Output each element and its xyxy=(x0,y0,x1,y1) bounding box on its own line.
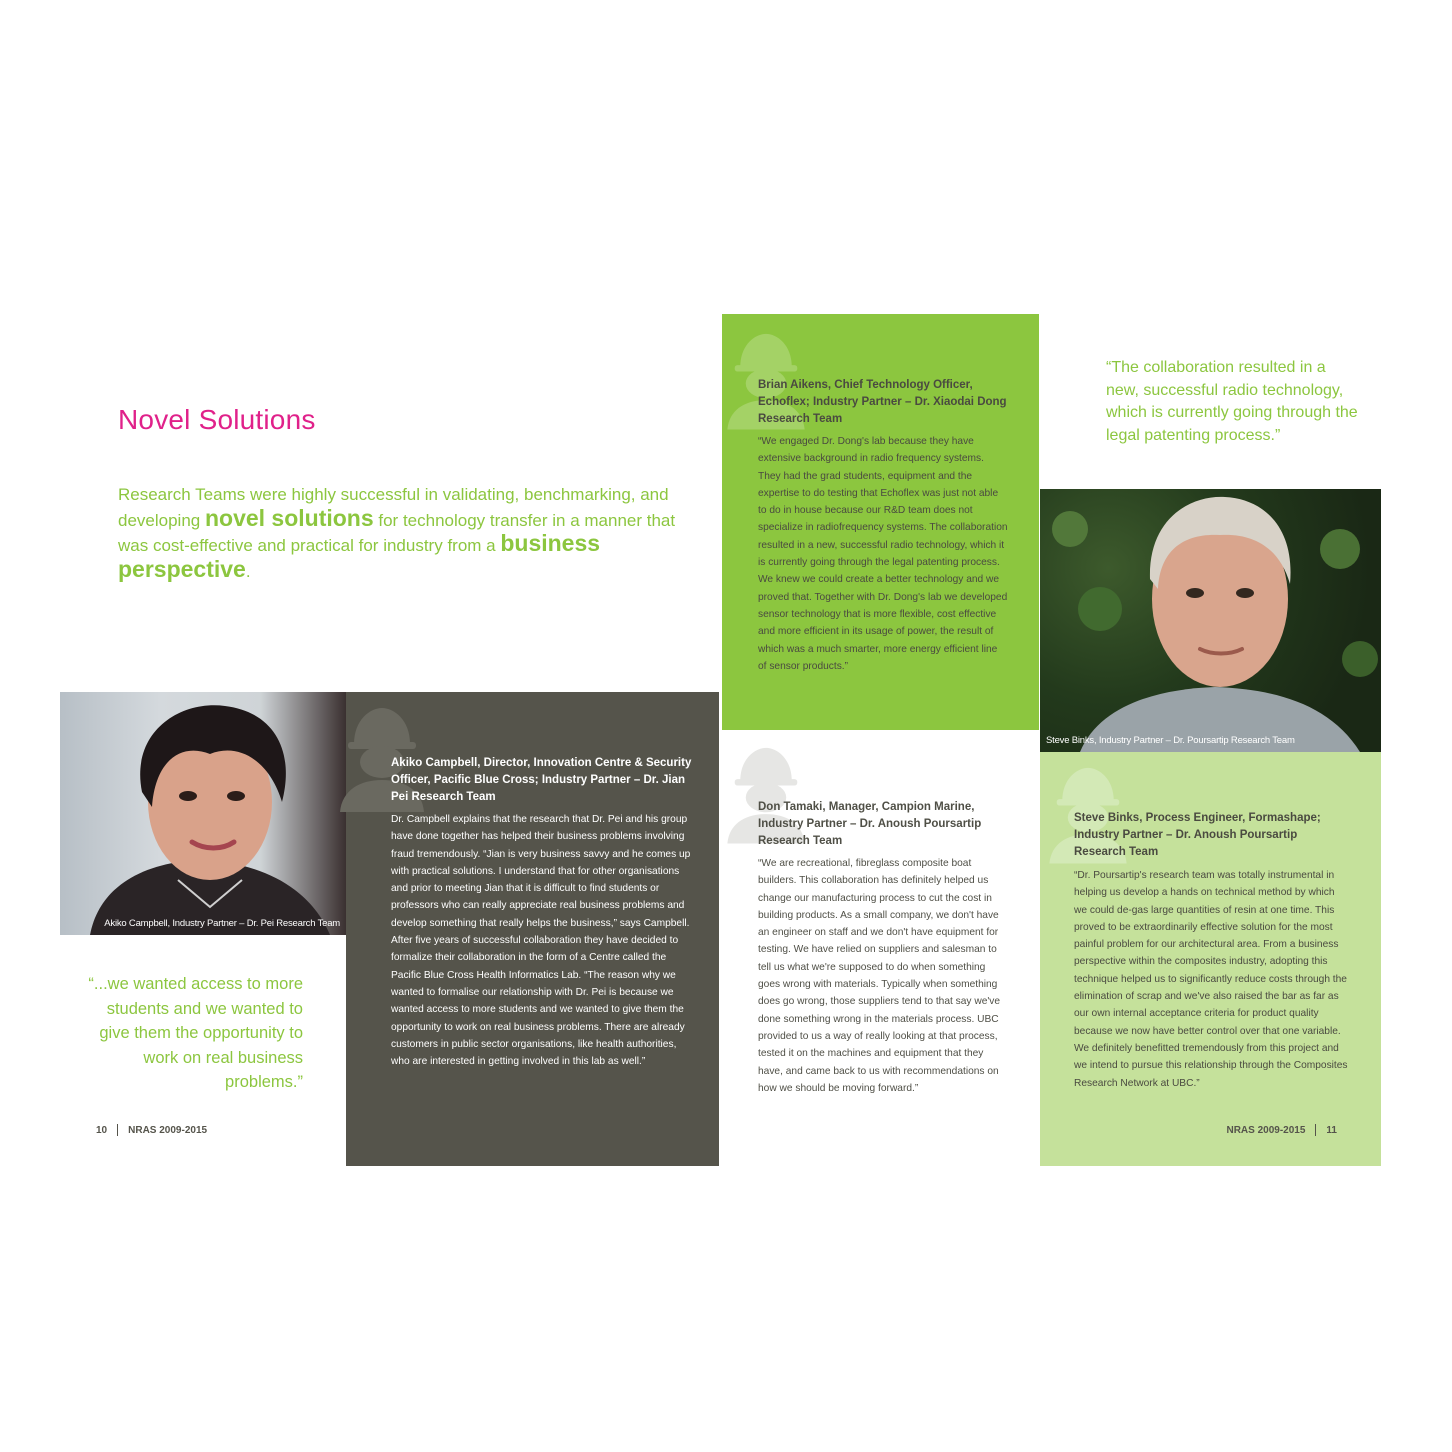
binks-testimonial-panel xyxy=(1040,752,1381,1166)
campbell-photo-caption: Akiko Campbell, Industry Partner – Dr. Pei Research Team xyxy=(104,918,340,929)
tamaki-testimonial-panel xyxy=(722,730,1039,1166)
left-footer-label: NRAS 2009-2015 xyxy=(128,1124,208,1136)
binks-heading: Steve Binks, Process Engineer, Formashape; Industry Partner – Dr. Anoush Poursartip Research Team xyxy=(1074,812,1321,858)
right-page-number: 11 xyxy=(1326,1124,1337,1136)
campbell-testimonial-panel xyxy=(346,692,719,1166)
intro-text-1: Research Teams were highly successful in validating, benchmarking, and developing xyxy=(118,485,669,530)
binks-photo xyxy=(1040,489,1381,752)
portrait-woman-icon xyxy=(60,692,346,935)
right-footer-label: NRAS 2009-2015 xyxy=(1226,1124,1306,1136)
aikens-testimonial-panel xyxy=(722,314,1039,730)
left-footer xyxy=(96,1124,207,1136)
footer-divider xyxy=(1315,1124,1316,1136)
aikens-body: “We engaged Dr. Dong's lab because they have extensive background in radio frequency systems. They had the grad students, equipment and the expertise to do testing that Echoflex was just not able to do in house because our R&D team does not specialize in radiofrequency systems. The collaboration resulted in a new, successful radio technology, which it is currently going through the legal patenting process. We knew we could create a better technology and we proved that. Together with Dr. Dong's lab we developed sensor technology that is more flexible, cost effective and more efficient in its usage of power, the result of which was a much smarter, more energy efficient line of sensor products.” xyxy=(758,436,1008,672)
left-page-number: 10 xyxy=(96,1124,108,1136)
footer-divider xyxy=(117,1124,118,1136)
intro-text-2: for technology transfer in a manner that was cost-effective and practical for industry from a xyxy=(118,510,676,555)
tamaki-heading: Don Tamaki, Manager, Campion Marine, Industry Partner – Dr. Anoush Poursartip Research Team xyxy=(758,801,982,847)
right-pull-quote: “The collaboration resulted in a new, successful radio technology, which is currently going through the legal patenting process.” xyxy=(1106,359,1358,444)
left-pull-quote: “...we wanted access to more students and we wanted to give them the opportunity to work on real business problems.” xyxy=(88,975,303,1092)
portrait-man-icon xyxy=(1040,489,1381,752)
intro-emphasis-novel-solutions: novel solutions xyxy=(204,504,374,531)
campbell-photo xyxy=(60,692,346,935)
binks-photo-caption: Steve Binks, Industry Partner – Dr. Poursartip Research Team xyxy=(1046,735,1295,746)
binks-body: “Dr. Poursartip's research team was totally instrumental in helping us develop a hands on technical method by which we could de-gas large quantities of resin at one time. This proved to be extraordinarily effective solution for the most painful problem for our architectural area. From a business perspective within the composites industry, adopting this technique helped us to significantly reduce costs through the elimination of scrap and we've also raised the bar as far as our own internal acceptance criteria for product quality because we now have better control over that one variable. We definitely benefitted tremendously from this project and we intend to pursue this relationship through the Composites Research Network at UBC.” xyxy=(1074,870,1348,1089)
intro-text-3: . xyxy=(245,561,251,581)
right-footer xyxy=(1226,1124,1337,1136)
tamaki-body: “We are recreational, fibreglass composite boat builders. This collaboration has definitely helped us change our manufacturing process to cut the cost in building products. As a small company, we don't have an engineer on staff and we don't have equipment for testing. We have relied on suppliers and salesman to tell us what we're supposed to do when something goes wrong with materials. Typically when something does go wrong, those suppliers tend to that say we've done something wrong in the materials process. UBC provided to us a way of really looking at that process, tested it on the machines and equipment that they have, and came back to us with recommendations on how we should be moving forward.” xyxy=(758,858,1001,1094)
aikens-heading: Brian Aikens, Chief Technology Officer, Echoflex; Industry Partner – Dr. Xiaodai Dong Research Team xyxy=(758,379,1007,425)
intro-paragraph xyxy=(118,484,678,583)
campbell-heading: Akiko Campbell, Director, Innovation Centre & Security Officer, Pacific Blue Cross; Industry Partner – Dr. Jian Pei Research Team xyxy=(391,757,692,803)
campbell-body: Dr. Campbell explains that the research that Dr. Pei and his group have done together has helped their business problems involving fraud tremendously. “Jian is very business savvy and he comes up with practical solutions. I understand that for other organisations and prior to meeting Jian that it is difficult to find students or professors who can really appreciate real business problems and develop something that really helps the business,” says Campbell. After five years of successful collaboration they have decided to formalize their collaboration in the form of a Centre called the Pacific Blue Cross Health Informatics Lab. “The reason why we wanted to formalise our relationship with Dr. Pei is because we wanted access to more students and we wanted to give them the opportunity to work on real business problems. There are already customers in public sector organisations, like health authorities, who are interested in getting involved in this lab as well.” xyxy=(391,814,691,1068)
intro-emphasis-business-perspective: business perspective xyxy=(118,530,601,582)
page-title: Novel Solutions xyxy=(118,404,316,435)
